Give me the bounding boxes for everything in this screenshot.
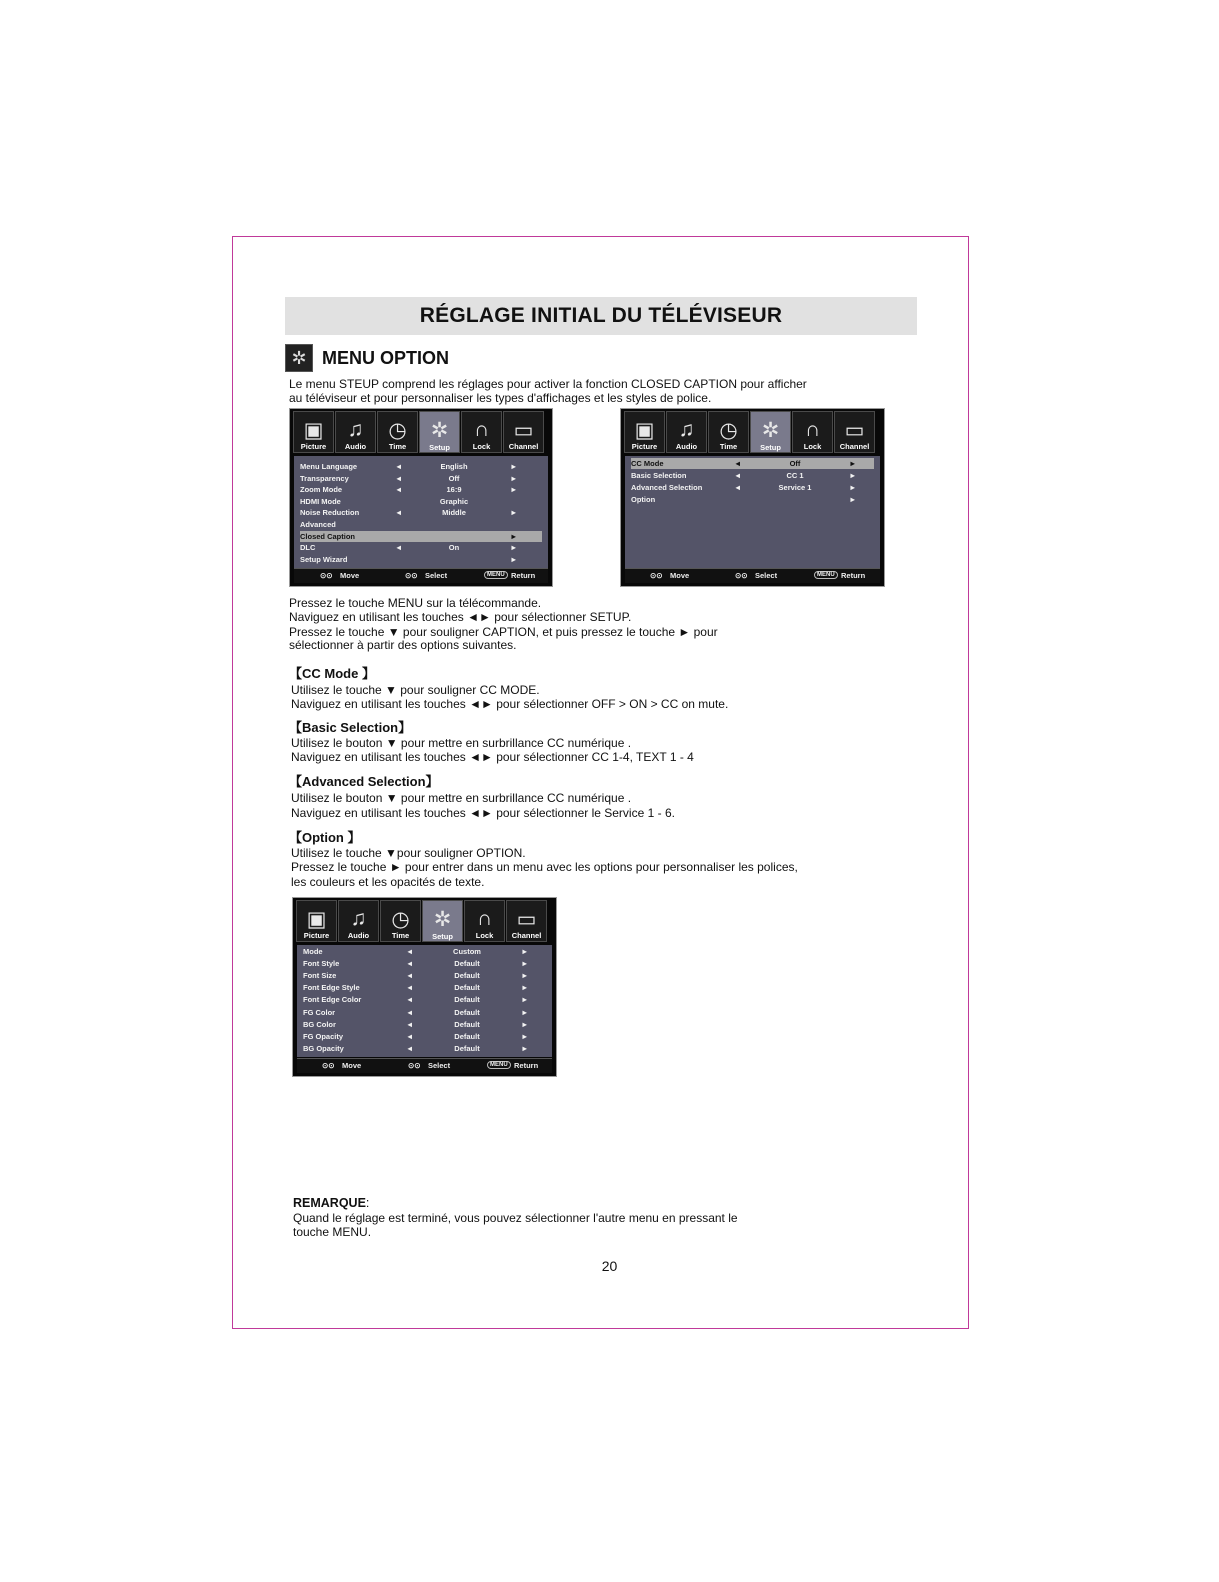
camera-icon: ▣ xyxy=(634,418,655,442)
monitor-icon: ▭ xyxy=(844,418,865,442)
menu-row[interactable] xyxy=(300,554,542,565)
monitor-icon: ▭ xyxy=(513,418,534,442)
clock-icon: ◷ xyxy=(391,907,410,931)
menu-row[interactable] xyxy=(300,461,542,472)
menu-row-label: BG Opacity xyxy=(303,1043,344,1053)
menu-row-label: Transparency xyxy=(300,473,349,483)
camera-icon: ▣ xyxy=(303,418,324,442)
page-number: 20 xyxy=(601,1258,618,1274)
right-arrow-icon[interactable]: ► xyxy=(521,1019,529,1029)
page-title-bar xyxy=(285,297,917,335)
remark-line-2: touche MENU. xyxy=(293,1225,372,1239)
menu-row-value: 16:9 xyxy=(446,485,462,495)
leftright-keys-icon: ⊙⊙ xyxy=(408,1061,421,1070)
menu-row[interactable] xyxy=(300,531,542,542)
tab-label: Channel xyxy=(839,442,870,451)
left-arrow-icon[interactable]: ◄ xyxy=(406,983,414,993)
monitor-icon: ▭ xyxy=(516,907,537,931)
menu-row-value: Middle xyxy=(442,508,466,518)
menu-row-value: On xyxy=(448,543,460,553)
right-arrow-icon[interactable]: ► xyxy=(849,471,857,480)
remark-colon: : xyxy=(365,1196,370,1210)
right-arrow-icon[interactable]: ► xyxy=(510,462,518,471)
left-arrow-icon[interactable]: ◄ xyxy=(406,1031,414,1041)
menu-row-value: Default xyxy=(454,1019,480,1029)
tab-lock[interactable] xyxy=(792,411,833,453)
menu-row[interactable] xyxy=(300,473,542,484)
footer-move-label: Move xyxy=(670,571,690,580)
lock-icon: ∩ xyxy=(473,418,490,441)
tab-label: Time xyxy=(391,931,410,940)
camera-icon: ▣ xyxy=(306,907,327,931)
updown-keys-icon: ⊙⊙ xyxy=(322,1061,335,1070)
menu-row-value: Graphic xyxy=(439,496,469,506)
right-arrow-icon[interactable]: ► xyxy=(521,959,529,969)
menu-panel xyxy=(625,456,880,570)
menu-row[interactable] xyxy=(631,482,874,493)
tab-time[interactable] xyxy=(380,900,421,942)
menu-footer xyxy=(294,568,548,583)
tab-label: Setup xyxy=(760,443,781,452)
left-arrow-icon[interactable]: ◄ xyxy=(395,462,403,471)
page-title: RÉGLAGE INITIAL DU TÉLÉVISEUR xyxy=(419,304,783,327)
remark-title: REMARQUE xyxy=(293,1196,366,1210)
intro-line-2: au téléviseur et pour personnaliser les types d'affichages et les styles de police. xyxy=(289,391,712,405)
menu-row-value: Default xyxy=(454,1007,480,1017)
menu-row-label: Zoom Mode xyxy=(300,485,343,495)
menu-tabs xyxy=(293,411,544,453)
menu-row[interactable] xyxy=(300,507,542,518)
menu-row-value: Service 1 xyxy=(778,483,812,492)
tab-label: Channel xyxy=(511,931,542,940)
menu-row-label: Advanced xyxy=(300,520,336,529)
left-arrow-icon[interactable]: ◄ xyxy=(734,483,742,492)
menu-footer xyxy=(625,568,880,583)
menu-tabs xyxy=(624,411,875,453)
menu-row-label: Font Style xyxy=(303,959,340,969)
tv-menu-closed-caption xyxy=(620,408,885,587)
menu-row-label: Menu Language xyxy=(300,462,358,471)
tv-menu-caption-options xyxy=(292,897,557,1077)
tab-label: Audio xyxy=(675,442,698,451)
tv-menu-setup xyxy=(289,408,553,587)
tab-picture[interactable] xyxy=(296,900,337,942)
tab-label: Lock xyxy=(475,931,494,940)
menu-row-value: Default xyxy=(454,1043,480,1053)
advanced-selection-heading: 【Advanced Selection】 xyxy=(289,774,439,789)
tab-label: Picture xyxy=(631,442,658,451)
basic-selection-heading: 【Basic Selection】 xyxy=(289,720,412,735)
footer-move-label: Move xyxy=(342,1061,362,1070)
right-arrow-icon[interactable]: ► xyxy=(521,995,529,1005)
cc-mode-heading: 【CC Mode 】 xyxy=(289,666,375,681)
music-icon: ♫ xyxy=(350,907,367,930)
menu-key-icon: MENU xyxy=(484,571,508,579)
tab-label: Channel xyxy=(508,442,539,451)
gear-icon: ✲ xyxy=(761,418,780,442)
right-arrow-icon[interactable]: ► xyxy=(849,483,857,492)
lock-icon: ∩ xyxy=(476,907,493,930)
section-title: MENU OPTION xyxy=(322,347,450,368)
menu-row-label: Setup Wizard xyxy=(300,554,348,564)
left-arrow-icon[interactable]: ◄ xyxy=(406,971,414,981)
tab-label: Time xyxy=(388,442,407,451)
tab-audio[interactable] xyxy=(338,900,379,942)
right-arrow-icon[interactable]: ► xyxy=(510,531,518,541)
menu-key-icon: MENU xyxy=(814,571,838,579)
tab-channel[interactable] xyxy=(506,900,547,942)
tab-label: Lock xyxy=(472,442,491,451)
menu-row[interactable] xyxy=(631,470,874,481)
intro-line-1: Le menu STEUP comprend les réglages pour activer la fonction CLOSED CAPTION pour afficher xyxy=(289,377,807,391)
right-arrow-icon[interactable]: ► xyxy=(521,1007,529,1017)
tab-label: Time xyxy=(719,442,738,451)
menu-tabs xyxy=(296,900,547,942)
menu-row-label: DLC xyxy=(300,543,316,553)
menu-row-value: Default xyxy=(454,983,480,993)
tab-lock[interactable] xyxy=(464,900,505,942)
menu-row[interactable] xyxy=(303,1019,546,1030)
tab-channel[interactable] xyxy=(503,411,544,453)
step-line-1: Pressez le touche MENU sur la télécommande. xyxy=(289,596,542,610)
menu-row-label: FG Color xyxy=(303,1007,336,1017)
menu-footer xyxy=(297,1058,552,1073)
option-line-3: les couleurs et les opacités de texte. xyxy=(291,875,485,889)
menu-panel xyxy=(297,945,552,1057)
left-arrow-icon[interactable]: ◄ xyxy=(395,508,403,518)
menu-key-icon: MENU xyxy=(487,1061,511,1069)
left-arrow-icon[interactable]: ◄ xyxy=(406,995,414,1005)
basic-selection-line-2: Naviguez en utilisant les touches ◄► pour sélectionner CC 1-4, TEXT 1 - 4 xyxy=(291,750,694,764)
menu-row[interactable] xyxy=(303,1043,546,1054)
menu-row[interactable] xyxy=(303,1031,546,1042)
section-header xyxy=(285,344,449,372)
menu-row-value: CC 1 xyxy=(786,471,804,480)
leftright-keys-icon: ⊙⊙ xyxy=(405,571,418,580)
left-arrow-icon[interactable]: ◄ xyxy=(406,1007,414,1017)
tab-setup[interactable] xyxy=(419,411,460,453)
leftright-keys-icon: ⊙⊙ xyxy=(735,571,748,580)
menu-row[interactable] xyxy=(303,982,546,993)
menu-row-label: Option xyxy=(631,495,656,504)
menu-row-label: Font Edge Color xyxy=(303,995,362,1005)
footer-select-label: Select xyxy=(755,571,778,580)
right-arrow-icon[interactable]: ► xyxy=(510,485,518,495)
option-heading: 【Option 】 xyxy=(289,830,361,845)
music-icon: ♫ xyxy=(347,418,364,441)
tab-setup[interactable] xyxy=(422,900,463,942)
menu-row[interactable] xyxy=(300,484,542,495)
music-icon: ♫ xyxy=(678,418,695,441)
remark-line-1: Quand le réglage est terminé, vous pouvez sélectionner l'autre menu en pressant le xyxy=(293,1211,738,1225)
cc-mode-line-2: Naviguez en utilisant les touches ◄► pour sélectionner OFF > ON > CC on mute. xyxy=(291,697,729,711)
gear-icon: ✲ xyxy=(285,344,313,372)
tab-time[interactable] xyxy=(708,411,749,453)
right-arrow-icon[interactable]: ► xyxy=(849,459,857,468)
menu-row[interactable] xyxy=(631,494,874,505)
footer-return-label: Return xyxy=(841,571,866,580)
lock-icon: ∩ xyxy=(804,418,821,441)
right-arrow-icon[interactable]: ► xyxy=(510,473,518,483)
left-arrow-icon[interactable]: ◄ xyxy=(734,459,742,468)
step-line-2: Naviguez en utilisant les touches ◄► pour sélectionner SETUP. xyxy=(289,610,632,624)
footer-return-label: Return xyxy=(511,571,536,580)
tab-picture[interactable] xyxy=(293,411,334,453)
menu-row-value: Default xyxy=(454,1031,480,1041)
gear-icon: ✲ xyxy=(433,907,452,931)
basic-selection-line-1: Utilisez le bouton ▼ pour mettre en surbrillance CC numérique . xyxy=(291,736,632,750)
left-arrow-icon[interactable]: ◄ xyxy=(734,471,742,480)
menu-row-value: Off xyxy=(448,473,460,483)
right-arrow-icon[interactable]: ► xyxy=(521,971,529,981)
cc-mode-line-1: Utilisez le touche ▼ pour souligner CC MODE. xyxy=(291,683,540,697)
clock-icon: ◷ xyxy=(388,418,407,442)
tab-label: Audio xyxy=(347,931,370,940)
advanced-selection-line-1: Utilisez le bouton ▼ pour mettre en surbrillance CC numérique . xyxy=(291,791,632,805)
right-arrow-icon[interactable]: ► xyxy=(849,495,857,504)
step-line-4: sélectionner à partir des options suivantes. xyxy=(289,638,517,652)
updown-keys-icon: ⊙⊙ xyxy=(650,571,663,580)
step-line-3: Pressez le touche ▼ pour souligner CAPTION, et puis pressez le touche ► pour xyxy=(289,625,718,639)
menu-row-value: Default xyxy=(454,995,480,1005)
left-arrow-icon[interactable]: ◄ xyxy=(395,473,403,483)
footer-return-label: Return xyxy=(514,1061,539,1070)
footer-select-label: Select xyxy=(428,1061,451,1070)
tab-lock[interactable] xyxy=(461,411,502,453)
menu-row-label: Font Size xyxy=(303,971,337,981)
menu-row[interactable] xyxy=(303,1007,546,1018)
menu-row-value: Default xyxy=(454,959,480,969)
menu-row-value: Custom xyxy=(453,947,481,956)
menu-row-value: Default xyxy=(454,971,480,981)
menu-row[interactable] xyxy=(303,994,546,1005)
menu-panel xyxy=(294,456,548,570)
menu-row-label: Font Edge Style xyxy=(303,983,360,993)
menu-row[interactable] xyxy=(303,946,546,957)
menu-row-label: Basic Selection xyxy=(631,471,687,480)
right-arrow-icon[interactable]: ► xyxy=(521,1031,529,1041)
menu-row[interactable] xyxy=(303,970,546,981)
menu-row-value: Off xyxy=(789,459,801,468)
advanced-selection-line-2: Naviguez en utilisant les touches ◄► pour sélectionner le Service 1 - 6. xyxy=(291,806,675,820)
right-arrow-icon[interactable]: ► xyxy=(521,947,529,956)
option-line-2: Pressez le touche ► pour entrer dans un menu avec les options pour personnaliser les polices, xyxy=(291,860,798,874)
left-arrow-icon[interactable]: ◄ xyxy=(406,959,414,969)
menu-row-label: Noise Reduction xyxy=(300,508,360,518)
menu-row-label: BG Color xyxy=(303,1019,336,1029)
menu-row-value: English xyxy=(440,462,468,471)
footer-select-label: Select xyxy=(425,571,448,580)
tab-label: Lock xyxy=(803,442,822,451)
menu-row[interactable] xyxy=(300,496,542,507)
menu-row[interactable] xyxy=(303,958,546,969)
right-arrow-icon[interactable]: ► xyxy=(510,543,518,553)
gear-icon: ✲ xyxy=(430,418,449,442)
menu-row[interactable] xyxy=(300,519,542,530)
tab-channel[interactable] xyxy=(834,411,875,453)
tab-audio[interactable] xyxy=(335,411,376,453)
menu-row[interactable] xyxy=(631,458,874,469)
left-arrow-icon[interactable]: ◄ xyxy=(406,947,414,956)
tab-audio[interactable] xyxy=(666,411,707,453)
right-arrow-icon[interactable]: ► xyxy=(521,1043,529,1053)
left-arrow-icon[interactable]: ◄ xyxy=(406,1043,414,1053)
left-arrow-icon[interactable]: ◄ xyxy=(395,485,403,495)
updown-keys-icon: ⊙⊙ xyxy=(320,571,333,580)
footer-move-label: Move xyxy=(340,571,360,580)
tab-picture[interactable] xyxy=(624,411,665,453)
right-arrow-icon[interactable]: ► xyxy=(510,508,518,518)
menu-row-label: FG Opacity xyxy=(303,1031,344,1041)
tab-setup[interactable] xyxy=(750,411,791,453)
menu-row-label: Advanced Selection xyxy=(631,483,703,492)
left-arrow-icon[interactable]: ◄ xyxy=(406,1019,414,1029)
left-arrow-icon[interactable]: ◄ xyxy=(395,543,403,553)
menu-row-label: Closed Caption xyxy=(300,531,356,541)
right-arrow-icon[interactable]: ► xyxy=(510,554,518,564)
tab-label: Picture xyxy=(303,931,330,940)
tab-label: Setup xyxy=(429,443,450,452)
clock-icon: ◷ xyxy=(719,418,738,442)
remark xyxy=(293,1196,369,1211)
right-arrow-icon[interactable]: ► xyxy=(521,983,529,993)
tab-label: Setup xyxy=(432,932,453,941)
menu-row[interactable] xyxy=(300,542,542,553)
menu-row-label: CC Mode xyxy=(631,459,664,468)
tab-label: Picture xyxy=(300,442,327,451)
tab-label: Audio xyxy=(344,442,367,451)
option-line-1: Utilisez le touche ▼pour souligner OPTION. xyxy=(291,846,526,860)
tab-time[interactable] xyxy=(377,411,418,453)
menu-row-label: HDMI Mode xyxy=(300,496,341,506)
menu-row-label: Mode xyxy=(303,947,323,956)
